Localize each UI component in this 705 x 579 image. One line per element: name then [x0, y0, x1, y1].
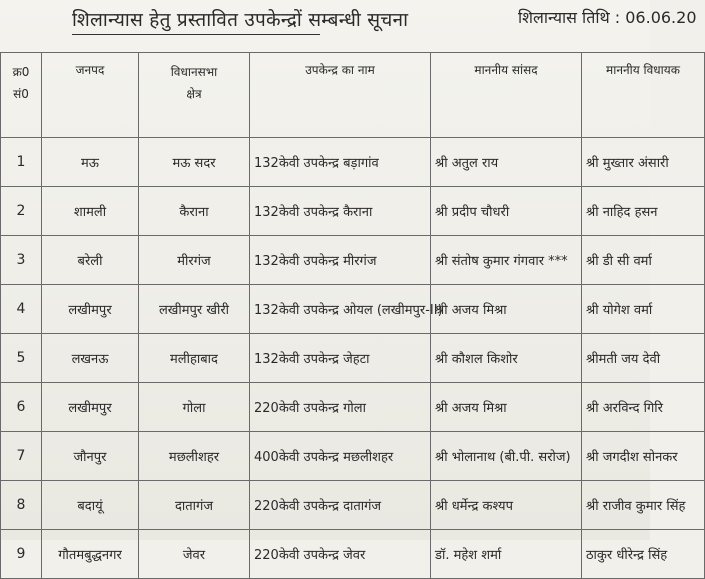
document-title: शिलान्यास हेतु प्रस्तावित उपकेन्द्रों सम्बन्धी सूचना — [72, 9, 409, 31]
substation-cell: 132केवी उपकेन्द्र कैराना — [250, 187, 431, 236]
constituency-cell: जेवर — [139, 530, 250, 579]
mp-cell: श्री संतोष कुमार गंगवार *** — [431, 236, 582, 285]
column-mla: माननीय विधायक — [582, 53, 705, 138]
table-row — [1, 383, 705, 432]
title-underline — [72, 34, 320, 35]
district-cell: शामली — [42, 187, 139, 236]
serial-no-cell: 9 — [1, 530, 42, 579]
table-row — [1, 187, 705, 236]
district-cell: बरेली — [42, 236, 139, 285]
mp-cell: श्री अजय मिश्रा — [431, 383, 582, 432]
table-row — [1, 481, 705, 530]
district-cell: लखनऊ — [42, 334, 139, 383]
substation-cell: 132केवी उपकेन्द्र जेहटा — [250, 334, 431, 383]
constituency-cell: कैराना — [139, 187, 250, 236]
table-row — [1, 432, 705, 481]
constituency-cell: मलीहाबाद — [139, 334, 250, 383]
constituency-cell: मऊ सदर — [139, 138, 250, 187]
mp-cell: श्री धर्मेन्द्र कश्यप — [431, 481, 582, 530]
constituency-cell: मीरगंज — [139, 236, 250, 285]
serial-no-cell: 5 — [1, 334, 42, 383]
mp-cell: डॉ. महेश शर्मा — [431, 530, 582, 579]
district-cell: बदायूं — [42, 481, 139, 530]
substation-cell: 220केवी उपकेन्द्र जेवर — [250, 530, 431, 579]
mp-cell: श्री अजय मिश्रा — [431, 285, 582, 334]
substation-table — [0, 52, 705, 579]
column-district: जनपद — [42, 53, 139, 138]
district-cell: जौनपुर — [42, 432, 139, 481]
district-cell: लखीमपुर — [42, 285, 139, 334]
constituency-cell: मछलीशहर — [139, 432, 250, 481]
district-cell: मऊ — [42, 138, 139, 187]
mla-cell: श्री डी सी वर्मा — [582, 236, 705, 285]
mla-cell: ठाकुर धीरेन्द्र सिंह — [582, 530, 705, 579]
constituency-cell: लखीमपुर खीरी — [139, 285, 250, 334]
column-constituency: विधानसभा क्षेत्र — [139, 53, 250, 138]
constituency-cell: दातागंज — [139, 481, 250, 530]
table-row — [1, 285, 705, 334]
serial-no-cell: 7 — [1, 432, 42, 481]
mla-cell: श्री योगेश वर्मा — [582, 285, 705, 334]
serial-no-cell: 6 — [1, 383, 42, 432]
substation-cell: 132केवी उपकेन्द्र ओयल (लखीमपुर-II) — [250, 285, 431, 334]
mla-cell: श्री मुख्तार अंसारी — [582, 138, 705, 187]
substation-cell: 220केवी उपकेन्द्र गोला — [250, 383, 431, 432]
table-row — [1, 334, 705, 383]
serial-no-cell: 1 — [1, 138, 42, 187]
serial-no-cell: 8 — [1, 481, 42, 530]
district-cell: गौतमबुद्धनगर — [42, 530, 139, 579]
serial-no-cell: 3 — [1, 236, 42, 285]
mp-cell: श्री भोलानाथ (बी.पी. सरोज) — [431, 432, 582, 481]
mla-cell: श्रीमती जय देवी — [582, 334, 705, 383]
table-row — [1, 530, 705, 579]
table-row — [1, 236, 705, 285]
table-row — [1, 138, 705, 187]
serial-no-cell: 2 — [1, 187, 42, 236]
mla-cell: श्री जगदीश सोनकर — [582, 432, 705, 481]
mp-cell: श्री कौशल किशोर — [431, 334, 582, 383]
substation-cell: 132केवी उपकेन्द्र बड़ागांव — [250, 138, 431, 187]
mla-cell: श्री अरविन्द गिरि — [582, 383, 705, 432]
serial-no-cell: 4 — [1, 285, 42, 334]
column-serial-no: क्र0 सं0 — [1, 53, 42, 138]
mp-cell: श्री अतुल राय — [431, 138, 582, 187]
substation-cell: 400केवी उपकेन्द्र मछलीशहर — [250, 432, 431, 481]
mla-cell: श्री नाहिद हसन — [582, 187, 705, 236]
mla-cell: श्री राजीव कुमार सिंह — [582, 481, 705, 530]
constituency-cell: गोला — [139, 383, 250, 432]
substation-cell: 220केवी उपकेन्द्र दातागंज — [250, 481, 431, 530]
column-substation: उपकेन्द्र का नाम — [250, 53, 431, 138]
substation-cell: 132केवी उपकेन्द्र मीरगंज — [250, 236, 431, 285]
district-cell: लखीमपुर — [42, 383, 139, 432]
table-header-row — [1, 53, 705, 138]
foundation-date: शिलान्यास तिथि : 06.06.20 — [518, 8, 697, 27]
column-mp: माननीय सांसद — [431, 53, 582, 138]
mp-cell: श्री प्रदीप चौधरी — [431, 187, 582, 236]
